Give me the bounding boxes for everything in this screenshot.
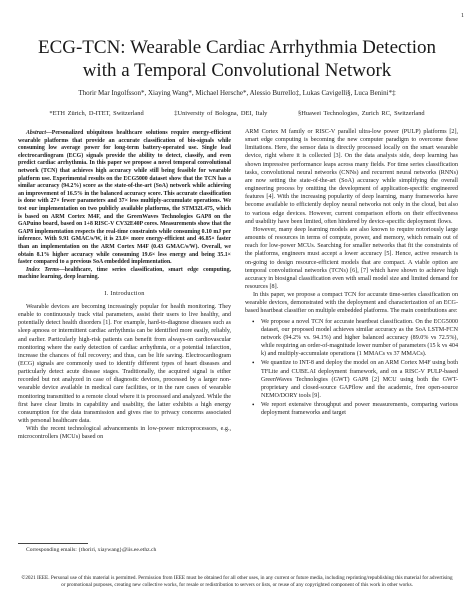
index-terms [18,267,231,282]
paper-title [0,36,474,82]
copyright-notice: ©2021 IEEE. Personal use of this material is permitted. Permission from IEEE must be obtained for all other uses, in any current or future media, including reprinting/republishing this material for advertising or promotional purposes, creating new collective works, for resale or redistribution to servers or lists, or reuse of any copyrighted component of this work in other works. [21,575,453,588]
contribution-item: • We propose a novel TCN for accurate heartbeat classification. On the ECG5000 dataset, our proposed model achieves similar accuracy as the SoA LSTM-FCN network (94.2% vs. 94.1%) and higher balanced accuracy (89.0% vs 72.5%), while requiring an order-of-magnitude lower number of parameters (15 k vs 404 k) and multiply-accumulate operations (1 MMACs vs 37 MMACs). [261,318,458,359]
author-list: Thorir Mar Ingolfsson*, Xiaying Wang*, Michael Hersche*, Alessio Burrello‡, Lukas Cavigelli§, Luca Benini*‡ [78,89,396,97]
affiliation: ‡University of Bologna, DEI, Italy [174,110,268,117]
index-terms-label: Index Terms [26,266,59,273]
contribution-list [245,318,458,418]
index-terms-text: —healthcare, time series classification, smart edge computing, machine learning, deep learning. [18,266,231,281]
left-column [18,127,231,442]
footnote-text: Corresponding emails: {thoriri, xiaywang}@iis.ee.ethz.ch [26,547,157,553]
title-line: with a Temporal Convolutional Network [82,60,392,81]
footnote [18,543,231,554]
footnote-rule [18,543,88,544]
abstract-text: —Personalized ubiquitous healthcare solutions require energy-efficient wearable platforms that provide an accurate classification of bio-signals while consuming low average power for long-term battery-operated use. Single lead electrocardiogram (ECG) signals provide the ability to detect, classify, and even predict cardiac arrhythmia. In this paper we propose a novel temporal convolutional network (TCN) that achieves high accuracy while still being feasible for wearable platform use. Experimental results on the ECG5000 dataset show that the TCN has a similar accuracy (94.2%) score as the state-of-the-art (SoA) network while achieving an improvement of 16.5% in the balanced accuracy score. This accurate classification is done with 27× fewer parameters and 37× less multiply-accumulate operations. We test our implementation on two publicly available platforms, the STM32L475, which is based on ARM Cortex M4F, and the GreenWaves Technologies GAP8 on the GAPuino board, based on 1+8 RISC-V CV32E40P cores. Measurements show that the GAP8 implementation respects the real-time constraints while consuming 0.10 mJ per inference. With 9.91 GMAC/s/W, it is 23.0× more energy-efficient and 46.85× faster than an implementation on the ARM Cortex M4F (0.43 GMAC/s/W). Overall, we obtain 8.1% higher accuracy while consuming 19.6× less energy and being 35.1× faster compared to a previous SoA embedded implementation. [18,130,231,266]
affiliation: *ETH Zürich, D-ITET, Switzerland [49,110,144,117]
page-number: 1 [461,13,464,19]
body-paragraph: Wearable devices are becoming increasingly popular for health monitoring. They enable to continuously track vital parameters, assist their users to live healthy, and potentially detect health disorders [1]. For example, hard-to-diagnose diseases such as sleep apnoea or intermittent cardiac arrhythmia can be identified more easily, reliably, and earlier. Particularly high-risk patients can benefit from always-on cardiovascular monitoring where the early detection of cardiac arrhythmia, or a potential infarction, increase the chances of full recovery; and thus, can be life saving. Electrocardiogram (ECG) signals are commonly used to identify different types of heart diseases and particularly detect acute disease stages. Traditionally, the acquired signal is either recorded but not analyzed in case of diagnostic devices, processed by a larger non-wearable device available in medical care facilities, or in the rare cases of wearable monitoring transmitted to a remote cloud where it is processed and analyzed. While the first have clear limits in capability and usability, the latter exhibits a high energy consumption for the data transmission and gives rise to privacy concerns associated with personal healthcare data. [18,303,231,425]
right-column [245,128,458,418]
body-paragraph: ARM Cortex M family or RISC-V parallel ultra-low power (PULP) platforms [2], smart edge computing is becoming the new computer paradigm to overcome these limitations. Here, the sensor data is directly processed locally on the smart wearable device, right where it is collected [3]. On the data analysis side, deep learning has shown impressive performance leaps across many fields. For time series classification tasks, convolutional neural networks (CNNs) and recurrent neural networks (RNNs) are now setting the state-of-the-art (SoA) accuracy while simplifying the overall engineering process by omitting the development of application-specific engineered features [4]. With the increasing popularity of deep learning, many frameworks have become available to efficiently deploy neural networks not only in the cloud, but also to various edge devices. However, current comparison efforts on their effectiveness and usability have been limited, often hindered by device-specific deployment flows. [245,129,458,225]
body-paragraph: With the recent technological advancements in low-power microprocessors, e.g., microcontrollers (MCUs) based on [18,426,231,441]
section-heading: I. Introduction [104,289,145,297]
abstract-label: Abstract [26,130,46,136]
title-line: ECG-TCN: Wearable Cardiac Arrhythmia Detection [37,37,437,58]
contribution-item: • We quantize to INT-8 and deploy the model on an ARM Cortex M4F using both TFLite and CUBE.AI deployment framework, and on a RISC-V PULP-based GreenWaves Technologies (GWT) GAP8 [2] MCU using both the GWT-proprietary and closed-source GAPflow and the academic, free open-source NEMO/DORY tools [9]. [261,359,458,400]
affiliation: §Huawei Technologies, Zurich RC, Switzerland [298,110,425,117]
contribution-item: • We report extensive throughput and power measurements, comparing various deployment frameworks and target [261,401,458,417]
abstract [18,130,231,267]
body-paragraph: However, many deep learning models are also known to require notoriously large amounts of resources in terms of compute, power, and memory, which remain out of reach for low-power MCUs. Searching for smaller networks that fit the constraints of the platforms, engineers must accept a lower accuracy [5]. Hence, active research is on-going to design resource-efficient models that are compact. A viable option are temporal convolutional networks (TCNs) [6], [7] which have shown to achieve high accuracy in biosignal classification even with small model size and limited demand for resources [8]. [245,226,458,290]
affiliations [0,110,474,118]
body-paragraph: In this paper, we propose a compact TCN for accurate time-series classification on wearable devices, demonstrated with the deployment and characterization of an ECG-based heartbeat classifier on multiple embedded platforms. The main contributions are: [245,292,458,315]
